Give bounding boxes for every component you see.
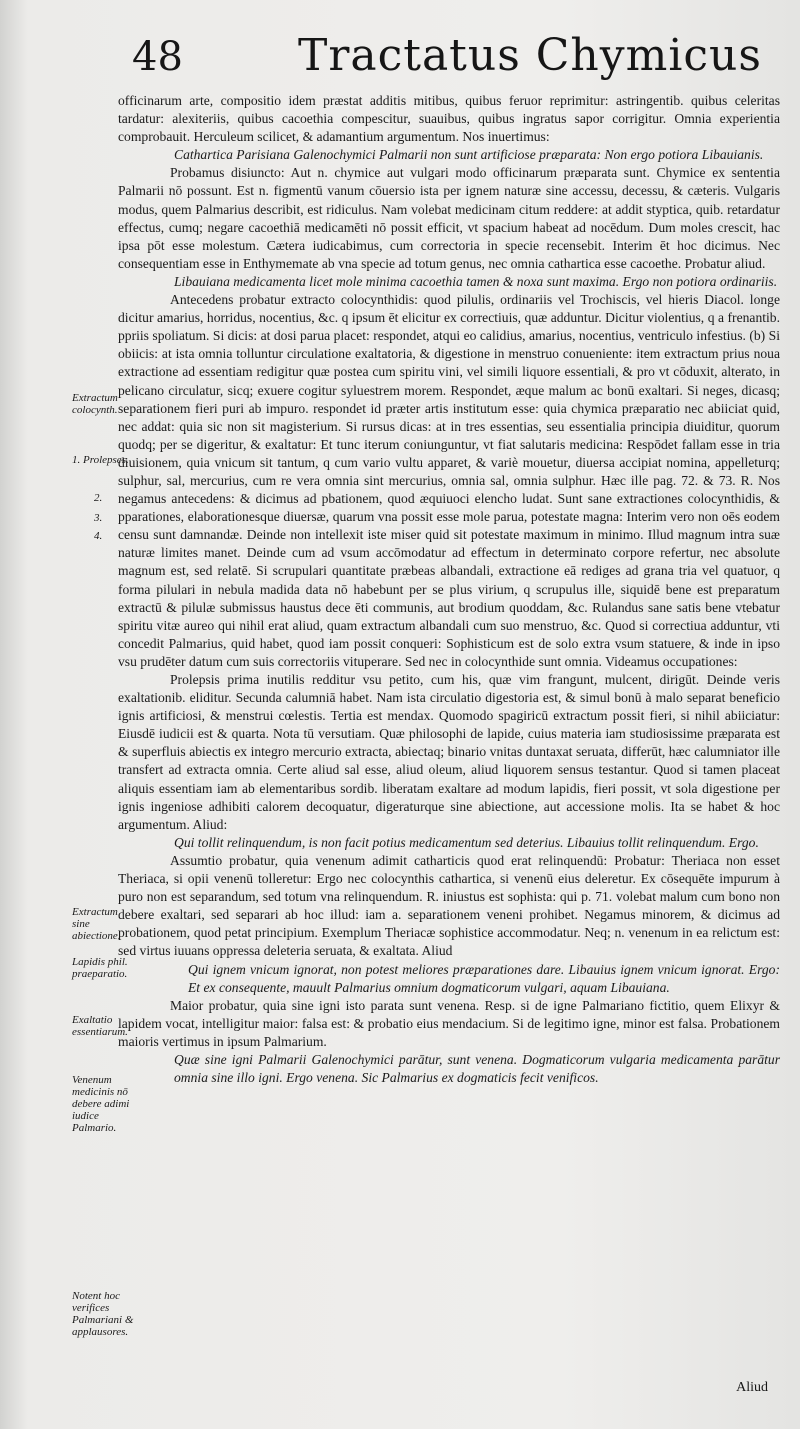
syllogism: Cathartica Parisiana Galenochymici Palmarii non sunt artificiose præparata: Non ergo potiora Libauianis.	[174, 147, 764, 163]
main-text	[118, 92, 780, 1087]
running-title: Tractatus Chymicus	[298, 30, 762, 81]
margin-note-extractum-sine-abiectione: Extractum sine abiectione.	[72, 906, 121, 942]
syllogism: Quæ sine igni Palmarii Galenochymici parātur, sunt venena. Dogmaticorum vulgaria medicamenta parātur omnia sine illo igni. Ergo venena. Sic Palmarius ex dogmaticis fecit venificos.	[174, 1051, 780, 1086]
margin-note-3: 3.	[94, 512, 103, 524]
syllogism: Qui ignem vnicum ignorat, non potest meliores præparationes dare. Libauius ignem vnicum ignorat. Ergo: Et ex consequente, mauult Palmarius omnium dogmaticorum vulgari, aquam Libauiana.	[188, 961, 780, 995]
margin-note-2: 2.	[94, 492, 103, 504]
syllogism: Qui tollit relinquendum, is non facit potius medicamentum sed deterius. Libauius tollit relinquendum. Ergo.	[174, 834, 759, 850]
margin-note-notent: Notent hoc verifices Palmariani & applausores.	[72, 1290, 134, 1338]
margin-note-prolepses: 1. Prolepses.	[72, 454, 129, 466]
paragraph: officinarum arte, compositio idem præstat additis mitibus, quibus feruor reprimitur: astringentib. quibus celeritas tardatur: alexiteriis, quibus cacoethia compescitur, suauibus, quibus ingratus sapor corrigitur. Omnia experientia comprobauit. Herculeum scilicet, & adamantium argumentum. Nos inuertimus:	[118, 93, 780, 145]
margin-note-venenum: Venenum medicinis nō debere adimi iudice Palmario.	[72, 1074, 130, 1134]
paragraph: Assumtio probatur, quia venenum adimit catharticis quod erat relinquendū: Probatur: Theriaca non esset Theriaca, si opii venenū tolleretur: Ergo nec colocynthis cathartica, si venenū eius deleretur. Ex cōsequēte impurum à puro non est separandum, sed totum vna relinquendum. R. iniustus est sophista: qui p. 71. volebat malum cum bono non debere exaltari, sed separari ab hoc illud: iam a. separationem veneni prohibet. Negamus minorem, & dicimus ad probationem, quod petat principium. Exemplum Theriacæ sophistice accommodatur. Neq; n. venenum in ea relictum est: sed virtus iuuans oppressa deleteria seruata, & exaltata. Aliud	[118, 852, 780, 959]
margin-note-lapidis-praeparatio: Lapidis phil. praeparatio.	[72, 956, 128, 980]
paragraph: Probamus disiuncto: Aut n. chymice aut vulgari modo officinarum præparata sunt. Chymice ex sententia Palmarii nō possunt. Est n. figmentū vanum cōuersio ista per ignem naturæ sine accessu, decessu, & cæteris. Vulgaris modus, quem Palmarius describit, est ridiculus. Nam volebat medicinam citum reddere: at addit styptica, quib. retardatur effectus, cumq; negare cacoethiā medicamēti nō possit efficit, vt spacium habeat ad nocēdum. Dum moles crescit, hac ipsa pōt esse molestum. Cætera iudicabimus, cum correctoria in specie recensebit. Interim ēt hoc dicimus. Nec consequentiam esse in Enthymemate ab vna specie ad totum genus, nec omnia cathartica esse cacoethe. Probatur aliud.	[118, 165, 780, 271]
syllogism: Libauiana medicamenta licet mole minima cacoethia tamen & noxa sunt maxima. Ergo non potiora ordinariis.	[174, 273, 778, 289]
paragraph: Prolepsis prima inutilis redditur vsu petito, cum his, quæ vim frangunt, mulcent, dirigūt. Deinde veris exaltationib. eliditur. Secunda calumniā habet. Nam ista circulatio digestoria est, & simul bonū à malo separat beneficio ignis artificiosi, & menstrui cœlestis. Tertia est mendax. Quomodo spagiricū extractum possit fieri, si nihil abiiciatur: Eiusdē iudicii est & quarta. Nota tū versutiam. Quæ philosophi de lapide, cuius materia iam studiosissime præparata est & superfluis abiectis ex integro mercurio extracta, abiectaq; binario vnitas duntaxat seruata, differūt, hæc calumniator ille transfert ad extracta omnia. Certe aliud sal esse, aliud oleum, aliud liquorem sensus testantur. Quod si tamen placeat aliquis essentiam iam ab elementaribus sordib. liberatam exaltare ad modum lapidis, fieri possit, vt sola digestione per ignis ingeniose adhibiti calorem decoquatur, digeraturque sine abiectione, aut accessione molis. Ita se habet & hoc argumentum. Aliud:	[118, 672, 780, 832]
margin-note-exaltatio: Exaltatio essentiarum.	[72, 1014, 128, 1038]
catchword: Aliud	[736, 1380, 768, 1395]
page-header	[120, 26, 760, 86]
page-number: 48	[132, 34, 183, 80]
margin-note-4: 4.	[94, 530, 103, 542]
paragraph: Maior probatur, quia sine igni isto parata sunt venena. Resp. si de igne Palmariano fictitio, quem Elixyr & lapidem vocat, intelligitur maior: falsa est: & probatio eius mendacium. Si de legitimo igne, minor est falsa. Probationem maioris vertimus in ipsum Palmarium.	[118, 997, 780, 1049]
margin-note-extractum-colocynth: Extractum colocynth.	[72, 392, 118, 416]
paragraph: Antecedens probatur extracto colocynthidis: quod pilulis, ordinariis vel Trochiscis, vel hieris Diacol. longe dicitur amarius, horridus, nocentius, &c. q ipsum ēt elicitur ex correctiuis, quæ adduntur. Dicitur violentius, q a frenantib. ppriis spoliatum. Si dicis: at dosi parua placet: respondet, atqui eo calidius, amarius, nocentius, ventriculo infestius. (b) Si obiicis: at ista omnia tolluntur circulatione exaltatoria, & digestione in menstruo conueniente: item extractum prius noua extractione ad essentiam redigitur quæ postea cum spiritu vini, vel simili liquore essentiali, & pro vt cōduxit, alterato, in pelicano circulatur, sicq; exuere cogitur syluestrem morem. Respondet, æque malum ac bonū exaltari. Si neges, dicasq; separationem fieri puri ab impuro. respondet id præter artis institutum esse: quia chymica præparatio nec abiiciat quid, nec addat: quia sic non sit magisterium. Si rursus dicas: at in tres essentias, seu essentialia principia diuiditur, quorum quodq; per se digeritur, & exaltatur: Et tunc iterum coniunguntur, vt fiat salutaris medicina: Respōdet fallam esse in tria diuisionem, quia vnicum sit tantum, q cum vario vultu apparet, & variè mouetur, diuersa accipiat nomina, appelleturq; sulphur, sal, mercurius, cum re vera omnia sint mercurius, omnia sal, omnia sulphur. Hæc ille pag. 72. & 73. R. Nos negamus antecedens: & dicimus ad pbationem, quod æquiuoci elencho ludat. Sunt sane extractiones colocynthidis, & pparationes, elaborationesque diuersæ, quarum vna possit esse mole parua, potestate magna: Interim vero non oēs eodem censu sunt damnandæ. Deinde non intellexit iste miser quid sit potestate maximum in minimo. Illud magnum intra suæ naturæ limites manet. Deinde cum ad vsum accōmodatur ad effectum in determinato corpore refertur, nec absolute magnum est, sed relatē. Si scrupulari quantitate præbeas albandali, extractione eā rediges ad grana tria vel quatuor, q forma pilulari in nebula madida data nō habebunt per se plus virium, q scrupulus ille, siquidē bene est preparatum extractū & pilulæ submissus haustus dece ēti communis, aut brodium quoddam, &c. Rulandus sane satis bene vtebatur spiritu vitæ aureo qui nihil erat aliud, quam extractum albandali cum suo menstruo, &c. Quod si correctiua adduntur, vti concedit Palmarius, quid habet, quod iam possit conqueri: Sophisticum est de solo extra vsum statuere, & inde in ipso vsu prudēter datum cum suis correctoriis vituperare. Sed nec in colocynthide sunt omnia. Videamus occupationes:	[118, 292, 780, 669]
